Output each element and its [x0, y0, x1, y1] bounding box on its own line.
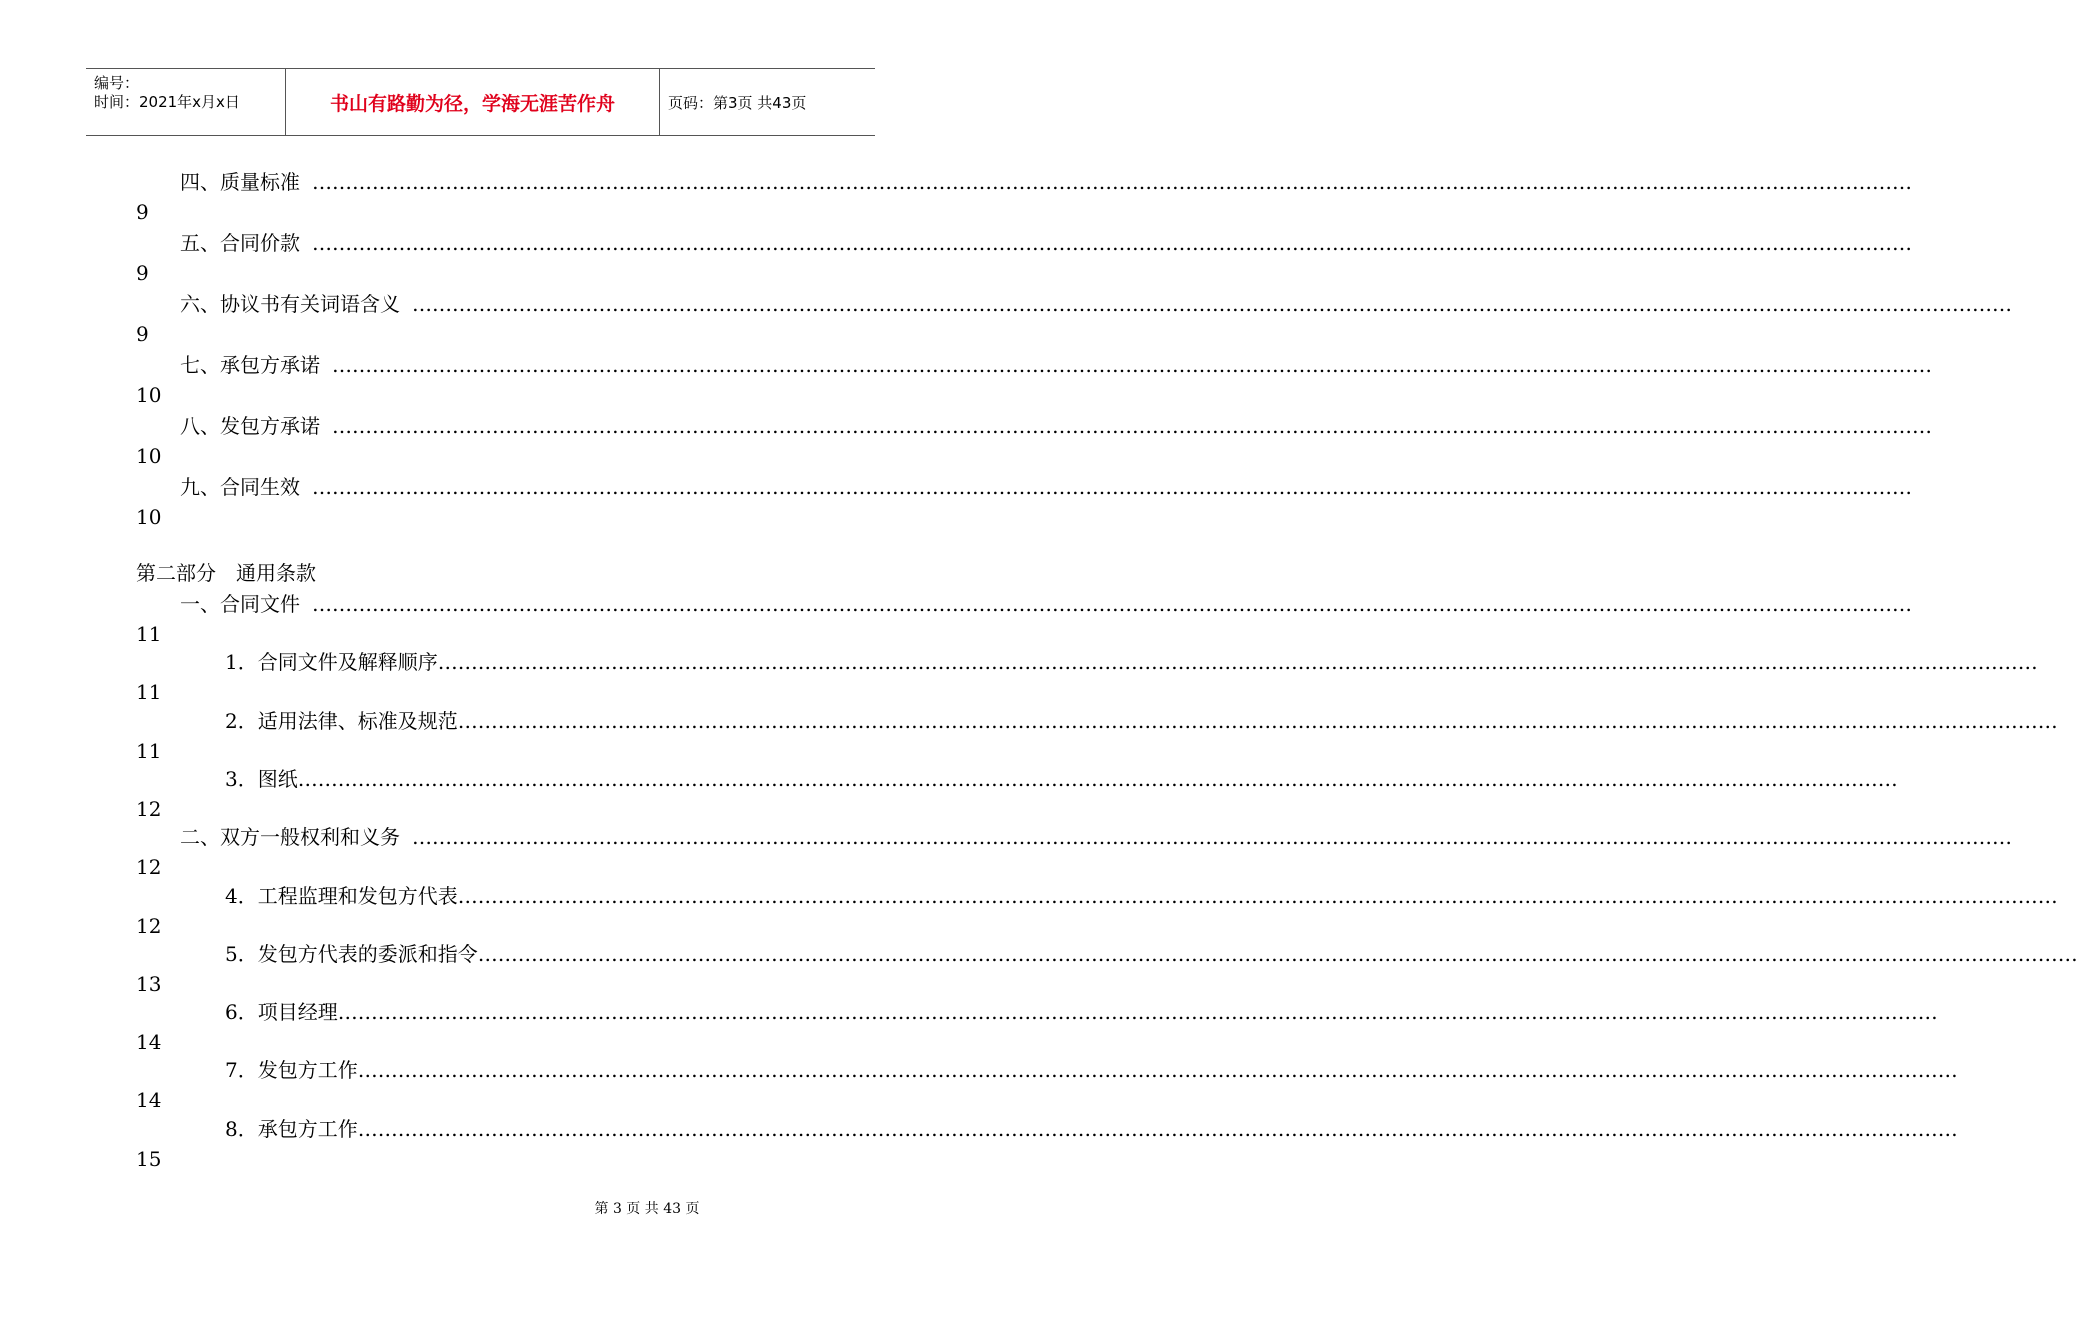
toc-entry-title: 二、双方一般权利和义务 [180, 825, 400, 849]
toc-entry [0, 473, 1912, 531]
toc-entry-page: 13 [136, 972, 162, 996]
toc-dot-leader: …………………………………………………………………………………………………………………………………………………………………………………………………………………… [332, 414, 1932, 438]
toc-dot-leader: …………………………………………………………………………………………………………………………………………………………………………………………………………………… [412, 825, 2012, 849]
toc-entry-title: 九、合同生效 [180, 475, 300, 499]
toc-entry-page: 9 [136, 261, 149, 285]
toc-entry-title: 一、合同文件 [180, 592, 300, 616]
toc-dot-leader: …………………………………………………………………………………………………………………………………………………………………………………………………………………… [312, 475, 1912, 499]
toc-entry-page: 12 [136, 797, 162, 821]
toc-entry-title: 八、发包方承诺 [180, 414, 320, 438]
toc-entry [0, 707, 2058, 765]
toc-entry-page: 11 [136, 739, 162, 763]
footer-page-number: 第 3 页 共 43 页 [594, 1201, 700, 1217]
toc-dot-leader: …………………………………………………………………………………………………………………………………………………………………………………………………………………… [457, 709, 2058, 733]
toc-dot-leader: …………………………………………………………………………………………………………………………………………………………………………………………………………………… [412, 292, 2012, 316]
toc-dot-leader: …………………………………………………………………………………………………………………………………………………………………………………………………………………… [312, 592, 1912, 616]
toc-entry [0, 648, 2038, 706]
toc-entry-title: 2．适用法律、标准及规范 [225, 709, 458, 733]
toc-entry [0, 229, 1912, 287]
toc-entry [0, 412, 1932, 470]
toc-dot-leader: …………………………………………………………………………………………………………………………………………………………………………………………………………………… [297, 767, 1898, 791]
toc-entry-page: 10 [136, 444, 162, 468]
toc-entry [0, 998, 1938, 1056]
toc-entry [0, 590, 1912, 648]
header-page-label: 页码：第3页 共43页 [668, 93, 807, 112]
toc-dot-leader: …………………………………………………………………………………………………………………………………………………………………………………………………………………… [357, 1117, 1958, 1141]
toc-entry [0, 823, 2012, 881]
toc-entry-page: 10 [136, 383, 162, 407]
toc-entry [0, 351, 1932, 409]
toc-entry-title: 四、质量标准 [180, 170, 300, 194]
toc-dot-leader: …………………………………………………………………………………………………………………………………………………………………………………………………………………… [312, 231, 1912, 255]
toc-entry-page: 11 [136, 680, 162, 704]
toc-entry [0, 940, 2078, 998]
toc-entry-title: 七、承包方承诺 [180, 353, 320, 377]
toc-entry-title: 五、合同价款 [180, 231, 300, 255]
toc-entry-title: 3．图纸 [225, 767, 298, 791]
toc-dot-leader: …………………………………………………………………………………………………………………………………………………………………………………………………………………… [437, 650, 2038, 674]
toc-dot-leader: …………………………………………………………………………………………………………………………………………………………………………………………………………………… [357, 1058, 1958, 1082]
toc-entry-title: 六、协议书有关词语含义 [180, 292, 400, 316]
toc-entry-title: 1．合同文件及解释顺序 [225, 650, 438, 674]
header-motto: 书山有路勤为径，学海无涯苦作舟 [286, 69, 660, 135]
toc-entry-title: 5．发包方代表的委派和指令 [225, 942, 478, 966]
toc-dot-leader: …………………………………………………………………………………………………………………………………………………………………………………………………………………… [457, 884, 2058, 908]
toc-entry-page: 12 [136, 914, 162, 938]
toc-dot-leader: …………………………………………………………………………………………………………………………………………………………………………………………………………………… [477, 942, 2078, 966]
toc-entry-page: 15 [136, 1147, 162, 1171]
toc-entry-title: 8．承包方工作 [225, 1117, 358, 1141]
toc-entry-page: 14 [136, 1088, 162, 1112]
header-date-label: 时间：2021年x月x日 [94, 93, 240, 111]
toc-entry [0, 765, 1898, 823]
toc-entry-page: 9 [136, 200, 149, 224]
header-number-label: 编号： [94, 74, 140, 92]
toc-entry-title: 7．发包方工作 [225, 1058, 358, 1082]
toc-dot-leader: …………………………………………………………………………………………………………………………………………………………………………………………………………………… [337, 1000, 1938, 1024]
page-footer [0, 1198, 950, 1218]
toc-entry [0, 1115, 1958, 1173]
toc-entry-page: 9 [136, 322, 149, 346]
toc-entry-page: 12 [136, 855, 162, 879]
toc-dot-leader: …………………………………………………………………………………………………………………………………………………………………………………………………………………… [312, 170, 1912, 194]
toc-entry-title: 6．项目经理 [225, 1000, 338, 1024]
toc-entry [0, 168, 1912, 226]
toc-entry-page: 10 [136, 505, 162, 529]
toc-entry [0, 1056, 1958, 1114]
toc-entry-page: 14 [136, 1030, 162, 1054]
part-two-heading: 第二部分 通用条款 [136, 561, 316, 585]
toc-entry-title: 4．工程监理和发包方代表 [225, 884, 458, 908]
toc-entry-page: 11 [136, 622, 162, 646]
toc-entry [0, 290, 2012, 348]
toc-dot-leader: …………………………………………………………………………………………………………………………………………………………………………………………………………………… [332, 353, 1932, 377]
toc-entry [0, 882, 2058, 940]
